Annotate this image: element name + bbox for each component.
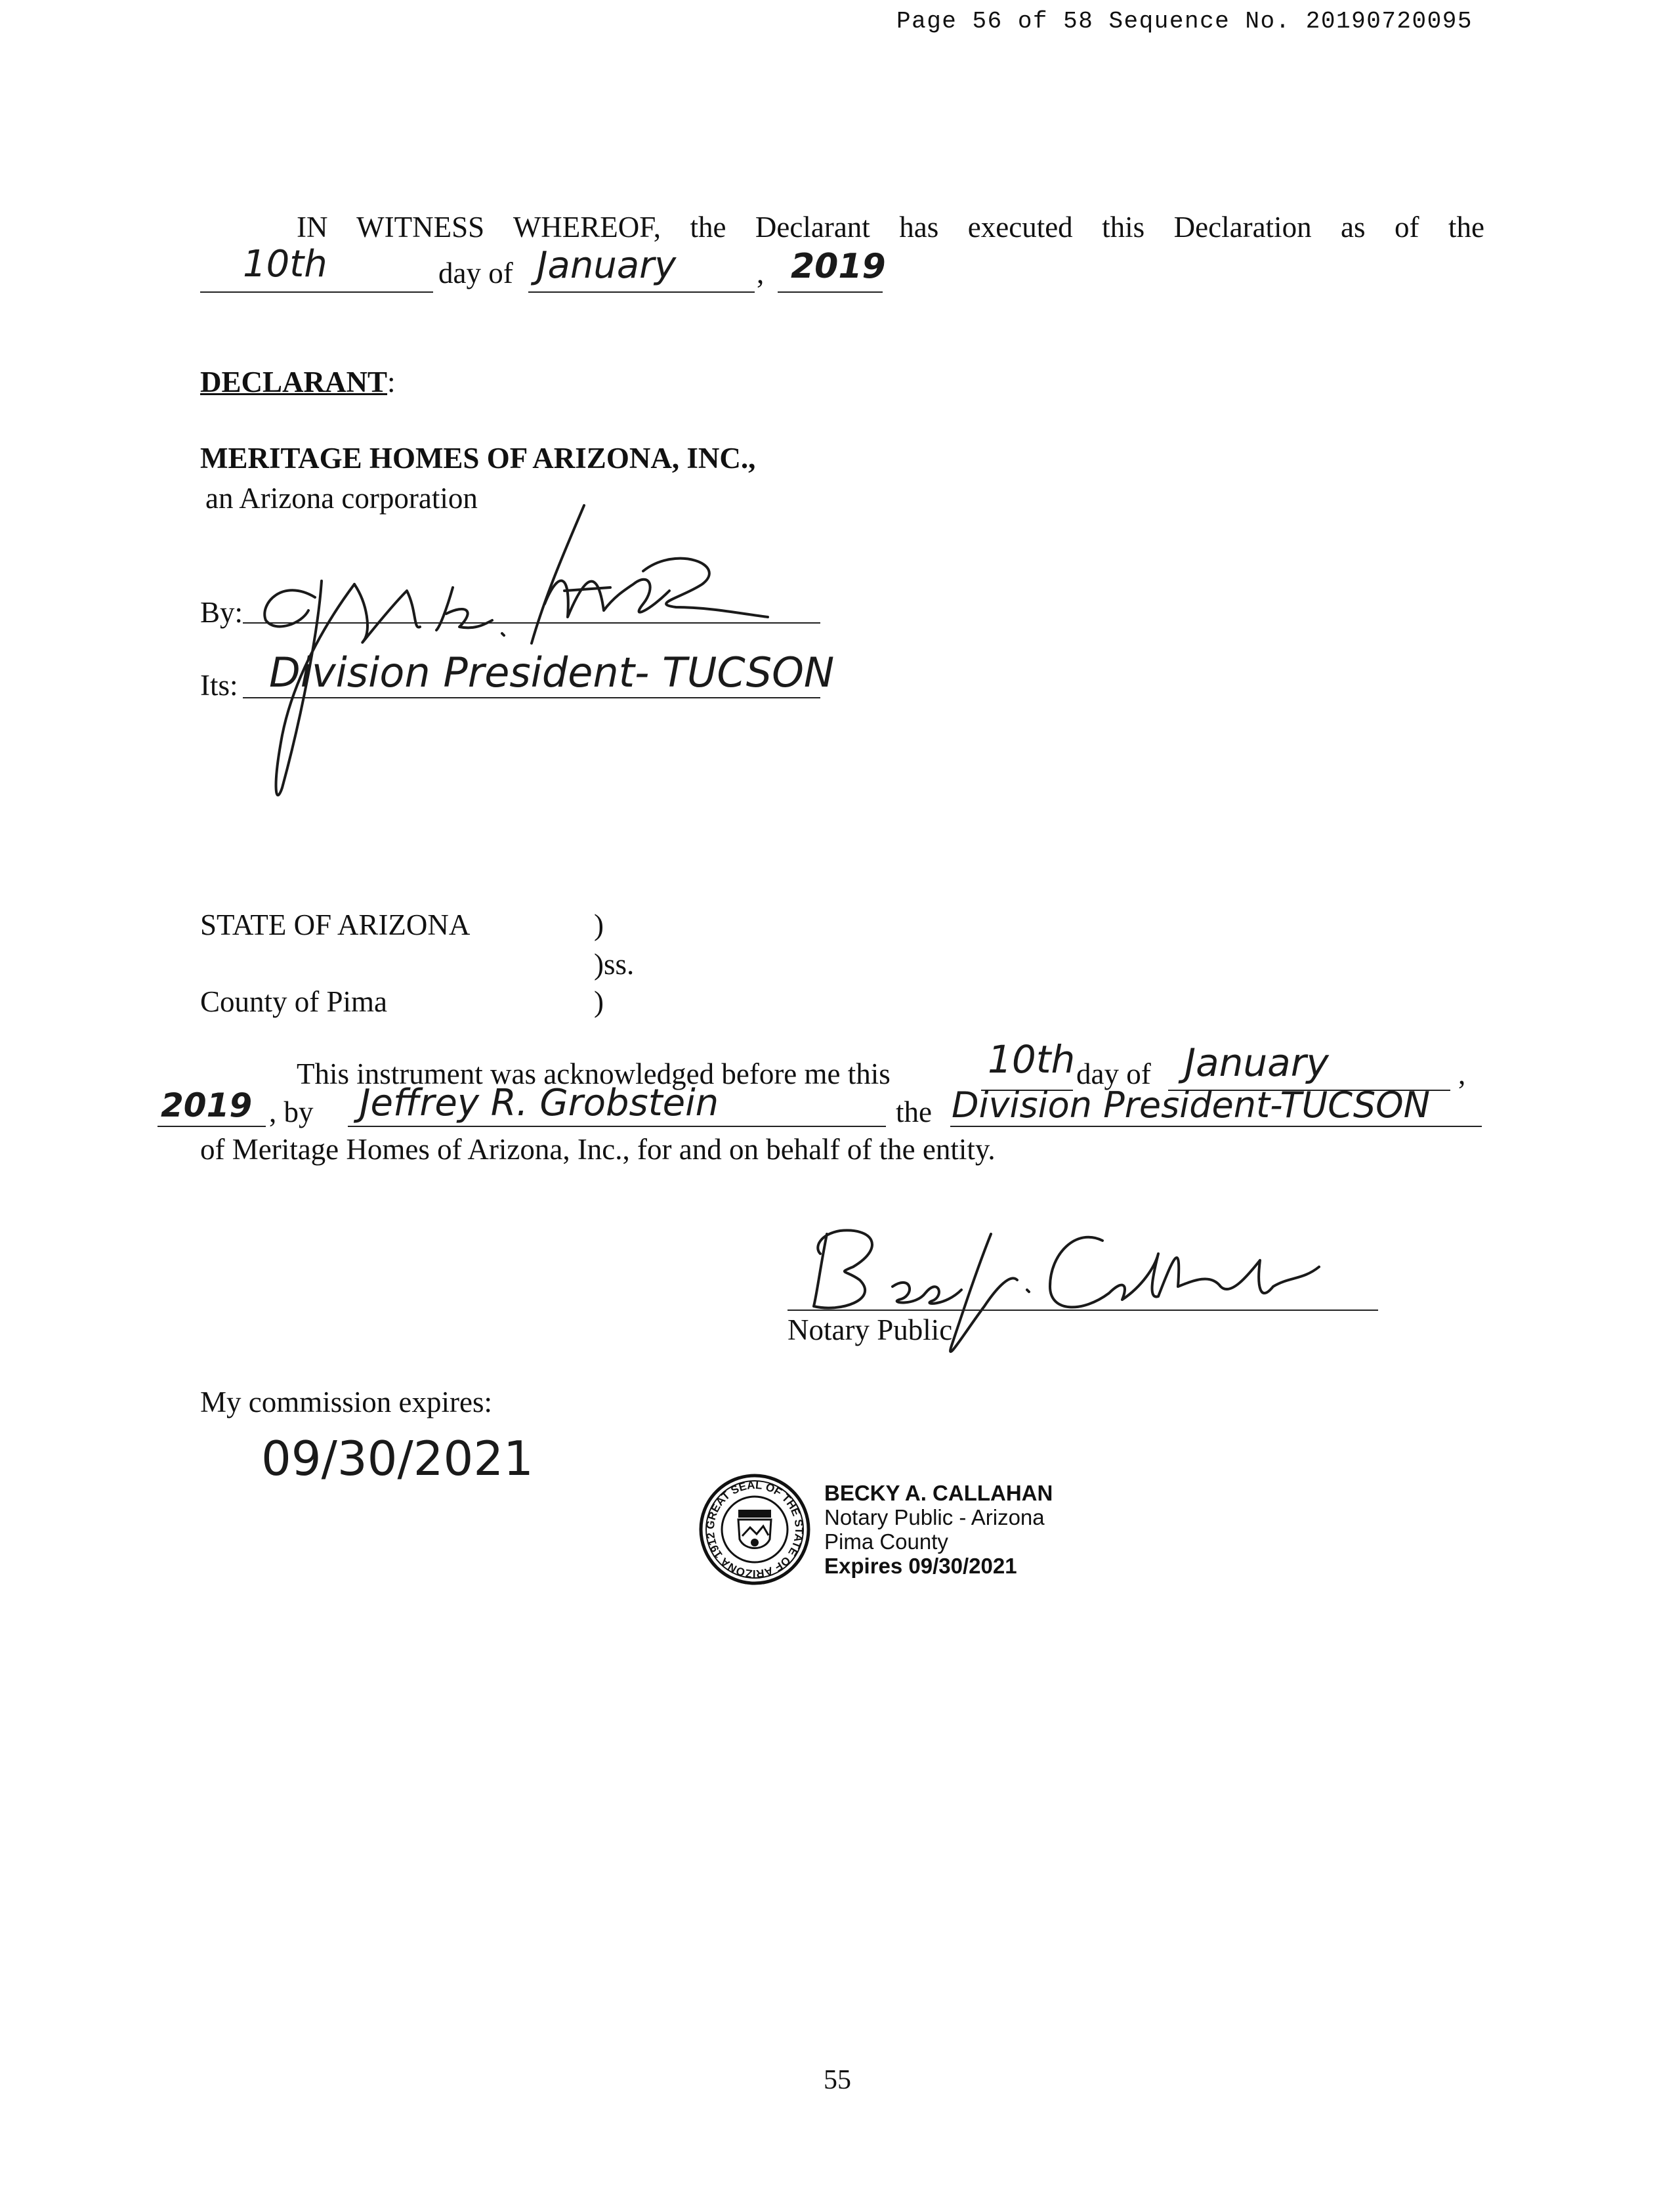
venue-paren-2: )	[594, 985, 604, 1018]
page-number: 55	[824, 2065, 851, 2095]
declarant-heading-colon: :	[387, 366, 396, 398]
notary-label: Notary Public	[788, 1313, 953, 1346]
ack-month-handwritten: January	[1185, 1040, 1329, 1085]
seal-name: BECKY A. CALLAHAN	[824, 1481, 1053, 1505]
ack-by: , by	[269, 1096, 314, 1128]
venue-paren-1: )	[594, 908, 604, 941]
ack-year-handwritten: 2019	[161, 1086, 253, 1124]
commission-handwritten: 09/30/2021	[261, 1431, 534, 1486]
notary-signature	[801, 1214, 1339, 1385]
its-label: Its:	[200, 669, 238, 702]
ack-text-last: of Meritage Homes of Arizona, Inc., for and on behalf of the entity.	[200, 1133, 996, 1166]
ack-name-handwritten: Jeffrey R. Grobstein	[360, 1082, 719, 1124]
declarant-heading: DECLARANT	[200, 366, 388, 398]
witness-day-blank	[200, 291, 433, 293]
declarant-heading-row	[200, 365, 396, 399]
notary-signature-line	[788, 1310, 1378, 1311]
declarant-signature	[256, 499, 781, 807]
page-sequence-header: Page 56 of 58 Sequence No. 20190720095	[896, 8, 1473, 35]
ack-title-handwritten: Division President-TUCSON	[952, 1084, 1431, 1126]
witness-month-blank	[528, 291, 755, 293]
its-title-handwritten: Division President- TUCSON	[269, 649, 835, 696]
ack-day-of: day of	[1076, 1057, 1151, 1090]
ack-day-handwritten: 10th	[988, 1037, 1076, 1082]
arizona-seal-emblem	[699, 1474, 810, 1585]
by-label: By:	[200, 596, 243, 629]
seal-expires: Expires 09/30/2021	[824, 1554, 1017, 1578]
venue-state: STATE OF ARIZONA	[200, 908, 471, 941]
ack-name-blank	[348, 1126, 886, 1127]
ack-the: the	[896, 1096, 932, 1128]
witness-year-handwritten: 2019	[791, 247, 886, 286]
venue-paren-ss: )ss.	[594, 948, 635, 981]
witness-comma: ,	[757, 257, 765, 289]
seal-ring-text: GREAT SEAL OF THE STATE OF ARIZONA 1912	[704, 1478, 806, 1581]
ack-comma: ,	[1458, 1057, 1466, 1090]
seal-title: Notary Public - Arizona	[824, 1505, 1045, 1529]
ack-title-blank	[950, 1126, 1482, 1127]
witness-day-of-label: day of	[438, 257, 513, 289]
witness-year-blank	[778, 291, 883, 293]
witness-month-handwritten: January	[537, 244, 677, 287]
seal-county: Pima County	[824, 1529, 948, 1554]
ack-year-blank	[158, 1126, 266, 1127]
declarant-entity-type: an Arizona corporation	[205, 482, 478, 515]
witness-day-handwritten: 10th	[243, 243, 327, 286]
declarant-company: MERITAGE HOMES OF ARIZONA, INC.,	[200, 442, 756, 475]
venue-county: County of Pima	[200, 985, 388, 1018]
commission-label: My commission expires:	[200, 1386, 492, 1418]
ack-text-1: This instrument was acknowledged before me this	[297, 1057, 891, 1090]
witness-sentence: IN WITNESS WHEREOF, the Declarant has executed this Declaration as of the	[297, 211, 1484, 244]
